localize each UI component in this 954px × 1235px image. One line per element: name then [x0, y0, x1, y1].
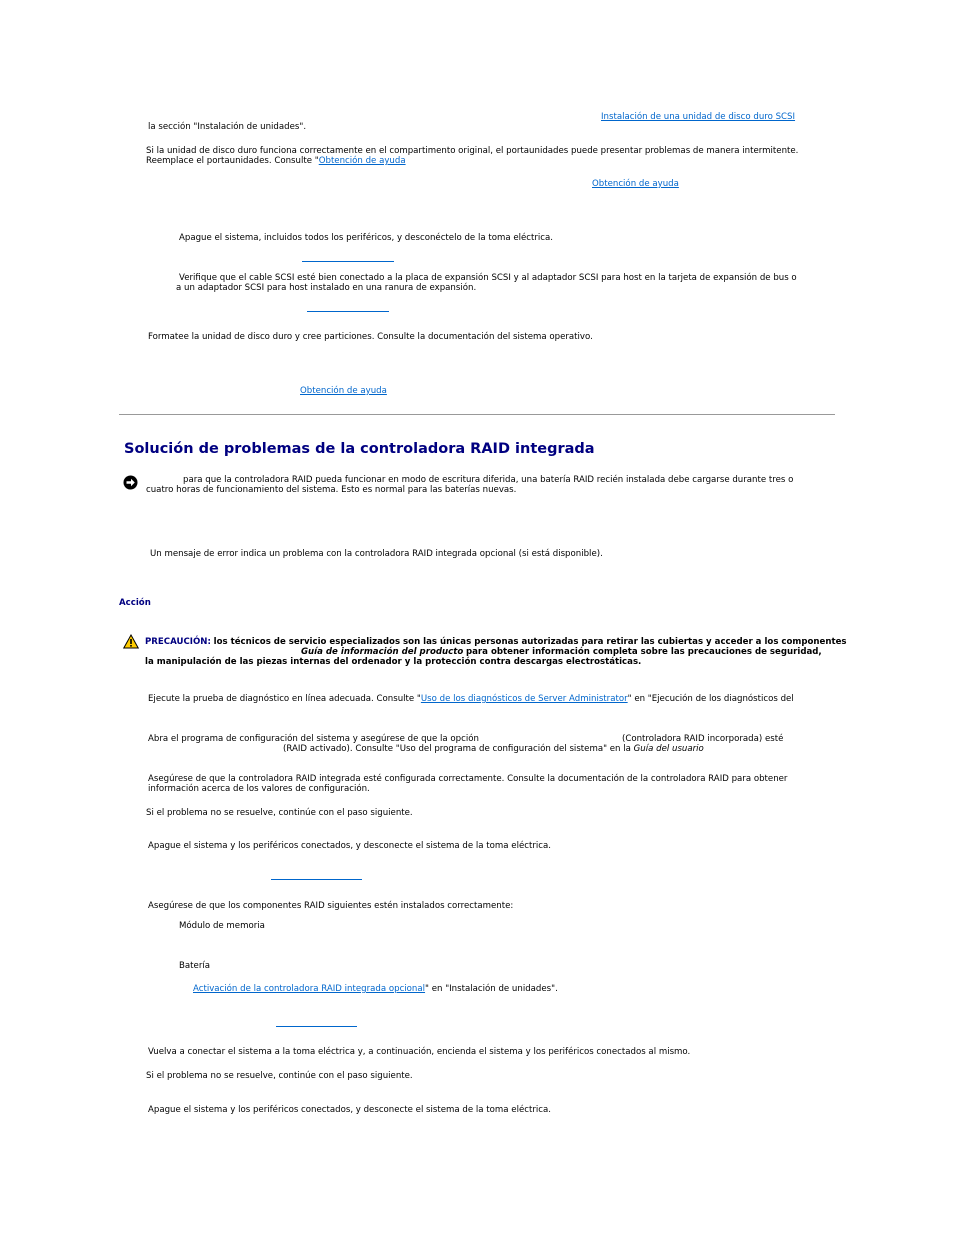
intermittent-problem-line-1: Si la unidad de disco duro funciona correctamente en el compartimento original, el portaunidades puede presentar problemas de manera intermitente.: [146, 146, 799, 156]
help-link-2[interactable]: Obtención de ayuda: [592, 179, 679, 189]
link-underline-2[interactable]: [307, 311, 389, 312]
step-verify-config-line-1: Asegúrese de que la controladora RAID integrada esté configurada correctamente. Consulte la documentación de la controladora RAID para obtener: [148, 774, 788, 784]
step-setup-line-1b: (Controladora RAID incorporada) esté: [622, 734, 784, 744]
step-reconnect: Vuelva a conectar el sistema a la toma eléctrica y, a continuación, encienda el sistema y los periféricos conectados al mismo.: [148, 1047, 691, 1057]
notice-text-line-2: cuatro horas de funcionamiento del sistema. Esto es normal para las baterías nuevas.: [146, 485, 517, 495]
caution-line-2: Guía de información del producto para obtener información completa sobre las precauciones de seguridad,: [301, 647, 822, 657]
caution-line-3: la manipulación de las piezas internas del ordenador y la protección contra descargas electrostáticas.: [145, 657, 642, 667]
if-problem-persists-2: Si el problema no se resuelve, continúe con el paso siguiente.: [146, 1071, 413, 1081]
problem-description: Un mensaje de error indica un problema con la controladora RAID integrada opcional (si está disponible).: [150, 549, 603, 559]
step-turn-off-2: Apague el sistema y los periféricos conectados, y desconecte el sistema de la toma eléctrica.: [148, 1105, 551, 1115]
caution-line-1: PRECAUCIÓN: los técnicos de servicio especializados son las únicas personas autorizadas para retirar las cubiertas y acceder a los componentes: [145, 637, 847, 647]
step-turn-off-1: Apague el sistema y los periféricos conectados, y desconecte el sistema de la toma eléctrica.: [148, 841, 551, 851]
component-battery: Batería: [179, 961, 211, 971]
caution-label: PRECAUCIÓN:: [145, 637, 211, 647]
link-underline-1[interactable]: [302, 261, 394, 262]
step-check-cable-line-1: Verifique que el cable SCSI esté bien conectado a la placa de expansión SCSI y al adaptador SCSI para host en la tarjeta de expansión de bus o: [179, 273, 797, 283]
raid-section-title: Solución de problemas de la controladora RAID integrada: [124, 441, 595, 457]
help-link-1[interactable]: Obtención de ayuda: [318, 156, 406, 166]
notice-icon: [123, 475, 138, 490]
step-turn-off-system: Apague el sistema, incluidos todos los periféricos, y desconéctelo de la toma eléctrica.: [179, 233, 554, 243]
notice-text-line-1: para que la controladora RAID pueda funcionar en modo de escritura diferida, una batería RAID recién instalada debe cargarse durante tres o: [183, 475, 794, 485]
step-check-cable-line-2: a un adaptador SCSI para host instalado en una ranura de expansión.: [176, 283, 477, 293]
product-info-guide-title: Guía de información del producto: [301, 647, 464, 657]
diagnostics-link[interactable]: Uso de los diagnósticos de Server Administrator: [420, 694, 628, 704]
step-check-components: Asegúrese de que los componentes RAID siguientes estén instalados correctamente:: [148, 901, 514, 911]
intermittent-problem-line-2: Reemplace el portaunidades. Consulte "Obtención de ayuda: [146, 156, 406, 166]
component-memory-module: Módulo de memoria: [179, 921, 265, 931]
action-heading: Acción: [119, 598, 151, 608]
user-guide-title: Guía del usuario: [633, 744, 704, 754]
if-problem-persists-1: Si el problema no se resuelve, continúe con el paso siguiente.: [146, 808, 413, 818]
activation-reference: Activación de la controladora RAID integrada opcional" en "Instalación de unidades".: [193, 984, 558, 994]
section-reference-text: la sección "Instalación de unidades".: [148, 122, 307, 132]
step-verify-config-line-2: información acerca de los valores de configuración.: [148, 784, 370, 794]
step-setup-line-1a: Abra el programa de configuración del sistema y asegúrese de que la opción: [148, 734, 479, 744]
step-format-drive: Formatee la unidad de disco duro y cree particiones. Consulte la documentación del sistema operativo.: [148, 332, 593, 342]
section-divider: [119, 414, 835, 415]
raid-activation-link[interactable]: Activación de la controladora RAID integrada opcional: [193, 984, 426, 994]
help-link-3[interactable]: Obtención de ayuda: [300, 386, 387, 396]
link-underline-4[interactable]: [276, 1026, 357, 1027]
step-setup-line-2: (RAID activado). Consulte "Uso del programa de configuración del sistema" en la Guía del usuario: [283, 744, 704, 754]
caution-warning-icon: [123, 634, 139, 649]
step-run-diagnostics: Ejecute la prueba de diagnóstico en línea adecuada. Consulte "Uso de los diagnósticos de Server Administrator" en "Ejecución de los diagnósticos del: [148, 694, 794, 704]
scsi-install-link[interactable]: Instalación de una unidad de disco duro SCSI: [601, 112, 796, 122]
link-underline-3[interactable]: [271, 879, 362, 880]
